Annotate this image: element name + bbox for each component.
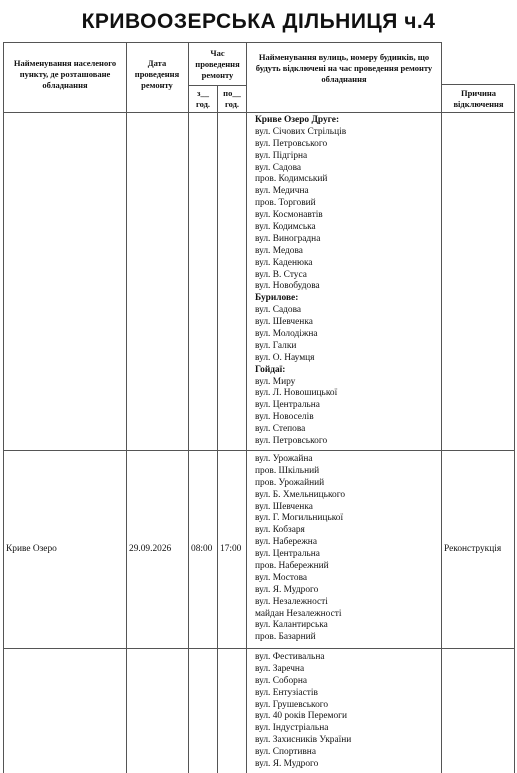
street-item: вул. Урожайна: [255, 454, 313, 464]
header-streets: Найменування вулиць, номеру будинків, що будуть відключені на час проведення ремонту обладнання: [255, 52, 433, 84]
street-item: пров. Урожайний: [255, 477, 325, 488]
street-item: вул. Соборна: [255, 675, 308, 686]
street-item: вул. Калантирська: [255, 620, 328, 631]
street-item: вул. Медова: [255, 245, 303, 256]
header-time-to: по__ год.: [223, 88, 241, 109]
street-item: пров. Базарний: [255, 632, 316, 643]
row-divider: [3, 450, 515, 451]
date-cell: 29.09.2026: [129, 544, 172, 554]
header-time: Час проведення ремонту: [195, 48, 240, 80]
street-item: вул. Набережна: [255, 537, 317, 548]
street-item: вул. Мостова: [255, 572, 308, 583]
settlement-heading: Гойдаї:: [255, 364, 286, 375]
street-item: вул. Фестивальна: [255, 652, 325, 662]
street-item: вул. Миру: [255, 376, 296, 387]
street-item: пров. Шкільний: [255, 465, 320, 476]
street-item: вул. Я. Мудрого: [255, 759, 319, 770]
street-item: вул. Центральна: [255, 400, 320, 411]
street-list-block-1: [255, 115, 346, 448]
street-item: вул. Центральна: [255, 549, 320, 560]
page-title: КРИВООЗЕРСЬКА ДІЛЬНИЦЯ ч.4: [81, 10, 436, 33]
street-item: вул. Садова: [255, 305, 302, 316]
street-item: вул. Підгірна: [255, 150, 308, 161]
street-item: вул. В. Стуса: [255, 269, 307, 280]
street-item: вул. Заречна: [255, 663, 305, 674]
header-time-from: з__ год.: [195, 88, 211, 109]
street-item: пров. Торговий: [255, 198, 316, 209]
column-divider: [441, 42, 442, 773]
street-item: вул. Медична: [255, 186, 309, 197]
street-item: вул. Новобудова: [255, 281, 320, 292]
street-item: вул. Захисників України: [255, 735, 352, 746]
street-item: вул. Петровського: [255, 138, 328, 149]
street-item: вул. Б. Хмельницького: [255, 489, 346, 500]
header-reason: Причина відключення: [453, 88, 504, 109]
time-from-cell: 08:00: [191, 544, 213, 554]
street-item: вул. Я. Мудрого: [255, 584, 319, 595]
street-list-block-2: [255, 454, 345, 644]
street-item: вул. Грушевського: [255, 699, 329, 710]
street-item: вул. Галки: [255, 340, 297, 351]
column-divider: [217, 85, 218, 773]
street-item: вул. Л. Новошицької: [255, 388, 338, 399]
street-item: вул. 40 років Перемоги: [255, 711, 348, 722]
street-item: вул. Кобзаря: [255, 525, 305, 536]
street-item: вул. Космонавтів: [255, 210, 323, 221]
street-item: вул. Шевченка: [255, 501, 313, 512]
street-item: вул. Виноградна: [255, 233, 321, 244]
row-divider: [3, 648, 515, 649]
street-item: пров. Набережний: [255, 561, 329, 572]
table-border-top: [3, 42, 441, 43]
street-item: майдан Незалежності: [255, 608, 342, 619]
street-item: вул. Січових Стрільців: [255, 126, 347, 137]
table-border-right: [514, 84, 515, 773]
table-border-left: [3, 42, 4, 773]
street-list-block-3: [255, 652, 351, 771]
column-divider: [126, 42, 127, 773]
settlement-heading: Криве Озеро Друге:: [255, 115, 340, 125]
street-item: вул. Каденюка: [255, 257, 313, 268]
street-item: вул. Шевченка: [255, 317, 313, 328]
time-to-cell: 17:00: [220, 544, 242, 554]
street-item: вул. Ентузіастів: [255, 687, 318, 698]
street-item: вул. Кодимська: [255, 222, 316, 233]
street-item: вул. О. Наумця: [255, 352, 315, 363]
street-item: вул. Індустріальна: [255, 723, 329, 734]
header-divider: [441, 84, 515, 85]
street-item: вул. Новоселів: [255, 412, 314, 423]
street-item: вул. Садова: [255, 162, 302, 173]
column-divider: [246, 42, 247, 773]
header-date: Дата проведення ремонту: [134, 58, 180, 90]
street-item: вул. Г. Могильницької: [255, 513, 344, 524]
street-item: вул. Молодіжна: [255, 329, 318, 340]
settlement-heading: Бурилове:: [255, 293, 299, 304]
street-item: вул. Степова: [255, 424, 306, 435]
header-divider: [188, 85, 246, 86]
header-bottom-line: [3, 112, 515, 113]
column-divider: [188, 42, 189, 773]
street-item: вул. Петровського: [255, 436, 328, 447]
street-item: вул. Спортивна: [255, 747, 316, 758]
header-settlement: Найменування населеного пункту, де розташоване обладнання: [13, 58, 117, 90]
reason-cell: Реконструкція: [444, 544, 502, 554]
street-item: вул. Незалежності: [255, 596, 328, 607]
street-item: пров. Кодимський: [255, 174, 328, 185]
settlement-cell: Криве Озеро: [6, 544, 57, 554]
